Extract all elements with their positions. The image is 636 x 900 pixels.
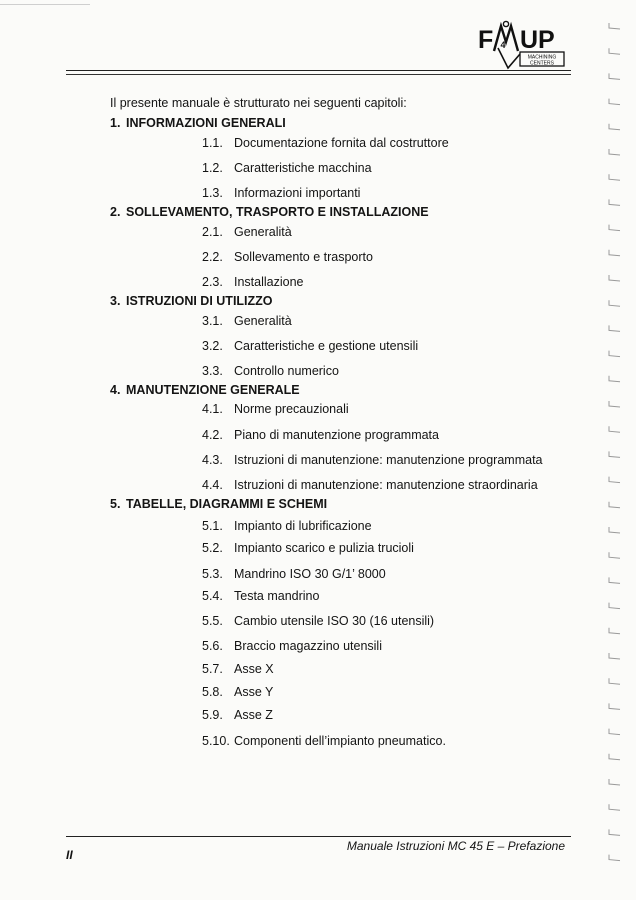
section-5-5 (202, 614, 434, 628)
binder-hole-mark (609, 502, 620, 508)
binder-hole-mark (609, 48, 620, 54)
footer-rule (66, 836, 571, 837)
section-number: 5.1. (202, 519, 223, 533)
binder-hole-mark (609, 779, 620, 785)
section-number: 5.6. (202, 639, 223, 653)
binder-hole-mark (609, 325, 620, 331)
chapter-number: 4. (110, 383, 121, 397)
chapter-title: SOLLEVAMENTO, TRASPORTO E INSTALLAZIONE (126, 205, 429, 219)
section-number: 5.7. (202, 662, 223, 676)
chapter-number: 2. (110, 205, 121, 219)
binder-hole-mark (609, 527, 620, 533)
binder-hole-mark (609, 23, 620, 29)
svg-text:UP: UP (520, 26, 555, 54)
binder-hole-mark (609, 225, 620, 231)
chapter-4-heading (110, 383, 300, 397)
chapter-title: ISTRUZIONI DI UTILIZZO (126, 294, 273, 308)
section-label: Installazione (234, 275, 304, 289)
section-number: 2.2. (202, 250, 223, 264)
section-5-4 (202, 589, 319, 603)
section-2-2 (202, 250, 373, 264)
binder-hole-mark (609, 552, 620, 558)
section-1-2 (202, 161, 372, 175)
section-label: Mandrino ISO 30 G/1’ 8000 (234, 567, 386, 581)
section-2-1 (202, 225, 292, 239)
footer-title: Manuale Istruzioni MC 45 E – Prefazione (346, 839, 565, 853)
section-label: Asse X (234, 662, 274, 676)
section-label: Caratteristiche macchina (234, 161, 372, 175)
section-4-2 (202, 428, 439, 442)
section-label: Asse Y (234, 685, 274, 699)
section-number: 5.10. (202, 734, 230, 748)
binder-hole-mark (609, 174, 620, 180)
binder-hole-mark (609, 250, 620, 256)
section-number: 5.9. (202, 708, 223, 722)
binder-hole-mark (609, 477, 620, 483)
section-4-1 (202, 402, 349, 416)
section-number: 3.1. (202, 314, 223, 328)
section-number: 4.1. (202, 402, 223, 416)
binder-hole-mark (609, 426, 620, 432)
chapter-number: 3. (110, 294, 121, 308)
section-number: 3.3. (202, 364, 223, 378)
section-1-3 (202, 186, 360, 200)
section-label: Informazioni importanti (234, 186, 361, 200)
section-number: 2.3. (202, 275, 223, 289)
chapter-2-heading (110, 205, 429, 219)
section-number: 1.3. (202, 186, 223, 200)
section-5-3 (202, 567, 386, 581)
header-rule-thin (66, 74, 571, 75)
section-number: 4.2. (202, 428, 223, 442)
binder-hole-mark (609, 653, 620, 659)
binder-hole-mark (609, 73, 620, 79)
binder-hole-mark (609, 603, 620, 609)
section-label: Istruzioni di manutenzione: manutenzione programmata (234, 453, 543, 467)
section-number: 3.2. (202, 339, 223, 353)
section-5-7 (202, 662, 274, 676)
binder-hole-mark (609, 628, 620, 634)
binder-hole-mark (609, 855, 620, 861)
section-number: 1.1. (202, 136, 223, 150)
section-label: Documentazione fornita dal costruttore (234, 136, 449, 150)
binder-hole-marks (604, 20, 626, 880)
svg-text:F: F (478, 26, 494, 54)
section-5-10 (202, 734, 446, 748)
section-5-1 (202, 519, 372, 533)
section-label: Istruzioni di manutenzione: manutenzione straordinaria (234, 478, 538, 492)
section-5-6 (202, 639, 382, 653)
section-3-1 (202, 314, 292, 328)
section-number: 5.5. (202, 614, 223, 628)
page-number: II (66, 848, 73, 862)
chapter-title: INFORMAZIONI GENERALI (126, 116, 286, 130)
section-label: Generalità (234, 314, 292, 328)
binder-hole-mark (609, 124, 620, 130)
binder-hole-mark (609, 703, 620, 709)
binder-hole-mark (609, 275, 620, 281)
binder-hole-mark (609, 577, 620, 583)
svg-text:4: 4 (500, 40, 506, 50)
section-1-1 (202, 136, 449, 150)
chapter-number: 1. (110, 116, 121, 130)
section-5-2 (202, 541, 414, 555)
binder-hole-mark (609, 401, 620, 407)
section-label: Norme precauzionali (234, 402, 349, 416)
section-3-3 (202, 364, 339, 378)
section-label: Testa mandrino (234, 589, 320, 603)
binder-hole-mark (609, 199, 620, 205)
binder-hole-mark (609, 754, 620, 760)
section-number: 4.4. (202, 478, 223, 492)
section-label: Cambio utensile ISO 30 (16 utensili) (234, 614, 435, 628)
chapter-number: 5. (110, 497, 121, 511)
binder-hole-mark (609, 451, 620, 457)
binder-hole-mark (609, 804, 620, 810)
header-rule (66, 70, 571, 71)
chapter-5-heading (110, 497, 327, 511)
binder-hole-mark (609, 678, 620, 684)
section-number: 2.1. (202, 225, 223, 239)
section-number: 5.3. (202, 567, 223, 581)
section-number: 5.2. (202, 541, 223, 555)
section-label: Piano di manutenzione programmata (234, 428, 439, 442)
section-label: Generalità (234, 225, 292, 239)
section-label: Controllo numerico (234, 364, 339, 378)
chapter-1-heading (110, 116, 286, 130)
intro-text: Il presente manuale è strutturato nei seguenti capitoli: (110, 96, 407, 110)
section-label: Caratteristiche e gestione utensili (234, 339, 419, 353)
binder-hole-marks-graphic (604, 20, 626, 880)
binder-hole-mark (609, 99, 620, 105)
section-5-8 (202, 685, 273, 699)
chapter-3-heading (110, 294, 273, 308)
section-4-4 (202, 478, 538, 492)
section-2-3 (202, 275, 304, 289)
chapter-title: TABELLE, DIAGRAMMI E SCHEMI (126, 497, 328, 511)
famup-logo-graphic (476, 18, 576, 72)
svg-text:CENTERS: CENTERS (530, 60, 554, 67)
section-5-9 (202, 708, 273, 722)
binder-hole-mark (609, 729, 620, 735)
section-label: Impianto di lubrificazione (234, 519, 372, 533)
scan-edge-line (0, 4, 90, 5)
binder-hole-mark (609, 351, 620, 357)
section-number: 1.2. (202, 161, 223, 175)
binder-hole-mark (609, 829, 620, 835)
section-number: 5.4. (202, 589, 223, 603)
section-number: 4.3. (202, 453, 223, 467)
section-3-2 (202, 339, 418, 353)
binder-hole-mark (609, 376, 620, 382)
section-4-3 (202, 453, 543, 467)
binder-hole-mark (609, 300, 620, 306)
section-number: 5.8. (202, 685, 223, 699)
section-label: Impianto scarico e pulizia trucioli (234, 541, 414, 555)
section-label: Componenti dell’impianto pneumatico. (234, 734, 446, 748)
binder-hole-mark (609, 149, 620, 155)
section-label: Asse Z (234, 708, 273, 722)
section-label: Braccio magazzino utensili (234, 639, 382, 653)
section-label: Sollevamento e trasporto (234, 250, 373, 264)
famup-logo (476, 18, 576, 72)
svg-text:MACHINING: MACHINING (527, 54, 557, 61)
chapter-title: MANUTENZIONE GENERALE (126, 383, 300, 397)
